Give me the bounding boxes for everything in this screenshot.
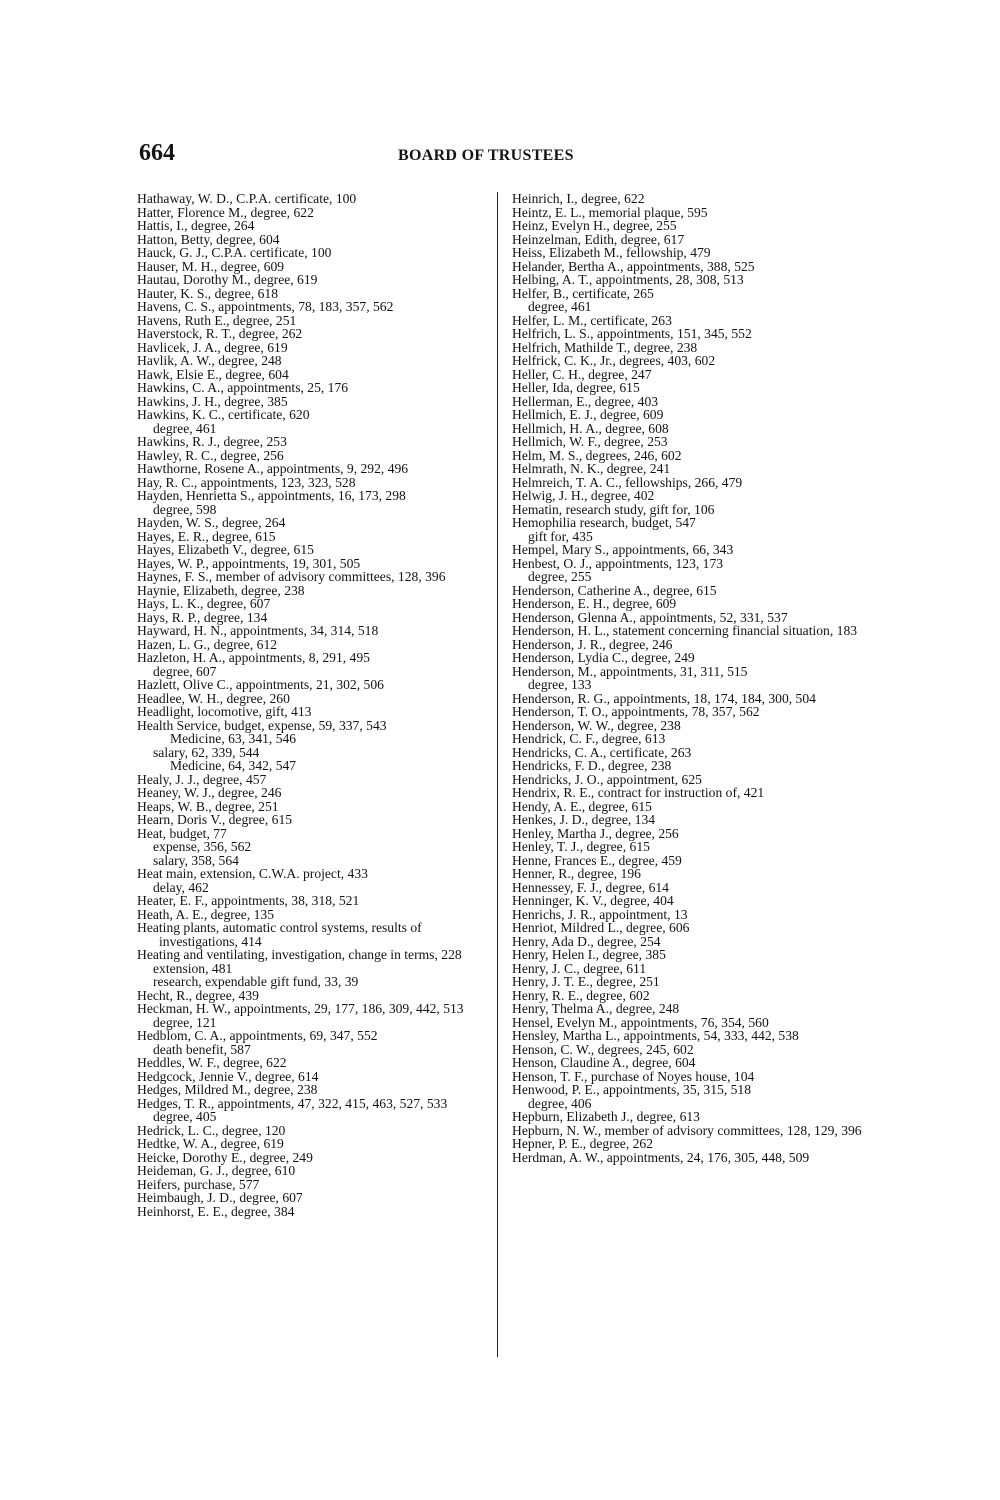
index-entry: Hauser, M. H., degree, 609 — [137, 258, 285, 274]
index-entry: gift for, 435 — [528, 528, 593, 544]
index-entry: Hensel, Evelyn M., appointments, 76, 354, 560 — [512, 1014, 769, 1030]
index-entry: Heller, C. H., degree, 247 — [512, 366, 652, 382]
index-entry: Henderson, Lydia C., degree, 249 — [512, 650, 695, 665]
index-entry: degree, 406 — [528, 1095, 592, 1111]
index-entry: expense, 356, 562 — [153, 839, 252, 854]
index-entry: degree, 607 — [153, 663, 217, 679]
index-entry: Hellmich, E. J., degree, 609 — [512, 407, 664, 422]
index-entry: Heaney, W. J., degree, 246 — [137, 785, 282, 800]
index-entry: Heat, budget, 77 — [137, 825, 227, 841]
index-entry: Hearn, Doris V., degree, 615 — [137, 812, 293, 827]
index-entry: Hedges, Mildred M., degree, 238 — [137, 1082, 318, 1097]
index-entry: degree, 405 — [153, 1109, 217, 1124]
index-entry: Hedtke, W. A., degree, 619 — [137, 1136, 284, 1151]
index-entry: Henderson, R. G., appointments, 18, 174, 184, 300, 504 — [512, 690, 816, 706]
index-entry: Helander, Bertha A., appointments, 388, 525 — [512, 258, 755, 274]
index-entry: Hay, R. C., appointments, 123, 323, 528 — [137, 474, 356, 490]
index-entry: degree, 598 — [153, 501, 217, 517]
index-column-right — [512, 192, 864, 1164]
index-entry: Helfrich, L. S., appointments, 151, 345, 552 — [512, 326, 752, 341]
index-entry: Henderson, Glenna A., appointments, 52, 331, 537 — [512, 609, 788, 625]
index-entry: Heicke, Dorothy E., degree, 249 — [137, 1149, 313, 1165]
index-entry: Henson, C. W., degrees, 245, 602 — [512, 1041, 694, 1057]
index-entry: salary, 358, 564 — [153, 852, 239, 868]
index-entry: Haverstock, R. T., degree, 262 — [137, 326, 303, 341]
index-entry: Heinhorst, E. E., degree, 384 — [137, 1203, 295, 1219]
index-entry: Heater, E. F., appointments, 38, 318, 521 — [137, 893, 360, 908]
index-entry: Henry, Thelma A., degree, 248 — [512, 1001, 680, 1016]
index-entry: Helfrick, C. K., Jr., degrees, 403, 602 — [512, 353, 716, 368]
index-entry: Heating and ventilating, investigation, change in terms, 228 — [137, 947, 462, 962]
index-entry: Haynes, F. S., member of advisory committees, 128, 396 — [137, 569, 446, 584]
index-entry: Henner, R., degree, 196 — [512, 866, 641, 881]
index-entry: Henderson, M., appointments, 31, 311, 515 — [512, 663, 748, 679]
index-entry: Hatton, Betty, degree, 604 — [137, 231, 280, 247]
index-entry: Henley, T. J., degree, 615 — [512, 839, 650, 854]
index-entry: degree, 461 — [528, 299, 592, 314]
index-entry: salary, 62, 339, 544 — [153, 744, 260, 760]
index-entry: Henry, J. T. E., degree, 251 — [512, 974, 660, 989]
index-entry: Hempel, Mary S., appointments, 66, 343 — [512, 542, 734, 557]
index-entry: death benefit, 587 — [153, 1041, 251, 1057]
index-entry: Heiss, Elizabeth M., fellowship, 479 — [512, 245, 711, 260]
index-entry: Hayes, W. P., appointments, 19, 301, 505 — [137, 555, 361, 571]
running-head: BOARD OF TRUSTEES — [398, 147, 574, 164]
index-entry: Havens, Ruth E., degree, 251 — [137, 312, 297, 328]
index-entry: Havlicek, J. A., degree, 619 — [137, 339, 288, 355]
index-entry: Heaps, W. B., degree, 251 — [137, 798, 279, 814]
index-entry: Heintz, E. L., memorial plaque, 595 — [512, 204, 708, 220]
index-entry: Hazleton, H. A., appointments, 8, 291, 495 — [137, 650, 370, 665]
index-entry: extension, 481 — [153, 960, 233, 976]
index-entry: Hedges, T. R., appointments, 47, 322, 415, 463, 527, 533 — [137, 1095, 448, 1111]
index-entry: Hecht, R., degree, 439 — [137, 987, 259, 1003]
index-entry: Heating plants, automatic control systems, results of investigations, 414 — [137, 920, 422, 949]
index-entry: Heinrich, I., degree, 622 — [512, 191, 645, 206]
index-entry: Healy, J. J., degree, 457 — [137, 771, 267, 787]
index-entry: Hayes, E. R., degree, 615 — [137, 528, 276, 544]
index-entry: Medicine, 63, 341, 546 — [170, 731, 297, 746]
index-entry: Hendrick, C. F., degree, 613 — [512, 731, 666, 746]
index-entry: Hawkins, R. J., degree, 253 — [137, 434, 287, 449]
index-entry: degree, 121 — [153, 1014, 217, 1030]
index-entry: Hennessey, F. J., degree, 614 — [512, 879, 669, 895]
index-entry: Henderson, W. W., degree, 238 — [512, 717, 681, 733]
index-entry: Hematin, research study, gift for, 106 — [512, 501, 715, 517]
index-entry: Hepburn, Elizabeth J., degree, 613 — [512, 1109, 700, 1124]
index-entry: Hathaway, W. D., C.P.A. certificate, 100 — [137, 191, 357, 206]
index-entry: Henry, Helen I., degree, 385 — [512, 947, 666, 962]
index-entry: Hepburn, N. W., member of advisory committees, 128, 129, 396 — [512, 1122, 862, 1138]
index-entry: Hedblom, C. A., appointments, 69, 347, 552 — [137, 1028, 378, 1043]
index-entry: Health Service, budget, expense, 59, 337, 543 — [137, 717, 387, 733]
index-entry: Hayes, Elizabeth V., degree, 615 — [137, 542, 314, 557]
index-entry: Heideman, G. J., degree, 610 — [137, 1163, 296, 1178]
index-entry: Hellerman, E., degree, 403 — [512, 393, 659, 409]
index-entry: Medicine, 64, 342, 547 — [170, 758, 297, 773]
index-entry: Hepner, P. E., degree, 262 — [512, 1136, 654, 1151]
index-entry: Henbest, O. J., appointments, 123, 173 — [512, 555, 724, 571]
index-entry: Hauter, K. S., degree, 618 — [137, 285, 279, 301]
index-entry: Heckman, H. W., appointments, 29, 177, 186, 309, 442, 513 — [137, 1001, 464, 1016]
index-entry: Hendy, A. E., degree, 615 — [512, 798, 652, 814]
index-entry: Helfer, B., certificate, 265 — [512, 285, 654, 301]
index-entry: Henderson, H. L., statement concerning financial situation, 183 — [512, 623, 858, 638]
index-entry: Hedgcock, Jennie V., degree, 614 — [137, 1068, 319, 1084]
index-entry: Helwig, J. H., degree, 402 — [512, 488, 655, 503]
index-entry: Hensley, Martha L., appointments, 54, 333, 442, 538 — [512, 1028, 799, 1043]
index-entry: Heinz, Evelyn H., degree, 255 — [512, 218, 677, 233]
index-entry: Havens, C. S., appointments, 78, 183, 357, 562 — [137, 299, 394, 314]
index-entry: Henley, Martha J., degree, 256 — [512, 825, 679, 841]
index-entry: Henry, Ada D., degree, 254 — [512, 933, 661, 949]
index-entry: Hendrix, R. E., contract for instruction of, 421 — [512, 785, 765, 800]
index-entry: Henne, Frances E., degree, 459 — [512, 852, 682, 868]
index-entry: Hawkins, J. H., degree, 385 — [137, 393, 288, 409]
index-entry: Helfrich, Mathilde T., degree, 238 — [512, 339, 698, 355]
index-entry: Hawk, Elsie E., degree, 604 — [137, 366, 289, 382]
index-entry: degree, 255 — [528, 569, 592, 584]
index-entry: Hays, L. K., degree, 607 — [137, 596, 271, 611]
index-entry: Heddles, W. F., degree, 622 — [137, 1055, 287, 1070]
index-entry: Heinzelman, Edith, degree, 617 — [512, 231, 685, 247]
index-entry: degree, 133 — [528, 677, 592, 692]
index-entry: Helmrath, N. K., degree, 241 — [512, 461, 671, 476]
index-entry: degree, 461 — [153, 420, 217, 436]
index-entry: Hayden, Henrietta S., appointments, 16, 173, 298 — [137, 488, 406, 503]
index-entry: Hedrick, L. C., degree, 120 — [137, 1122, 286, 1138]
index-entry: Hays, R. P., degree, 134 — [137, 609, 268, 625]
index-entry: Headlight, locomotive, gift, 413 — [137, 704, 312, 719]
index-entry: Helfer, L. M., certificate, 263 — [512, 312, 672, 328]
index-entry: Henwood, P. E., appointments, 35, 315, 518 — [512, 1082, 752, 1097]
index-entry: Hattis, I., degree, 264 — [137, 218, 255, 233]
index-entry: Hayden, W. S., degree, 264 — [137, 515, 286, 530]
index-entry: Hendricks, J. O., appointment, 625 — [512, 771, 702, 787]
index-entry: delay, 462 — [153, 879, 209, 895]
index-entry: Heimbaugh, J. D., degree, 607 — [137, 1190, 303, 1205]
index-entry: Heifers, purchase, 577 — [137, 1176, 260, 1192]
index-entry: Henderson, Catherine A., degree, 615 — [512, 582, 717, 598]
index-entry: Hawley, R. C., degree, 256 — [137, 447, 284, 463]
index-entry: Hayward, H. N., appointments, 34, 314, 518 — [137, 623, 379, 638]
index-entry: Hawkins, K. C., certificate, 620 — [137, 407, 310, 422]
index-entry: Henriot, Mildred L., degree, 606 — [512, 920, 690, 935]
index-entry: Helmreich, T. A. C., fellowships, 266, 479 — [512, 474, 743, 490]
index-entry: Havlik, A. W., degree, 248 — [137, 353, 282, 368]
index-entry: Henninger, K. V., degree, 404 — [512, 893, 674, 908]
index-entry: Hatter, Florence M., degree, 622 — [137, 204, 314, 220]
index-entry: Henrichs, J. R., appointment, 13 — [512, 906, 688, 922]
column-divider — [497, 192, 498, 1357]
page-number: 664 — [139, 140, 175, 166]
index-entry: Heath, A. E., degree, 135 — [137, 906, 275, 922]
index-entry: Helbing, A. T., appointments, 28, 308, 513 — [512, 272, 744, 287]
index-entry: Hawkins, C. A., appointments, 25, 176 — [137, 380, 349, 395]
index-entry: Heller, Ida, degree, 615 — [512, 380, 640, 395]
index-entry: Henry, J. C., degree, 611 — [512, 960, 647, 976]
index-entry: Henry, R. E., degree, 602 — [512, 987, 650, 1003]
index-entry: Hauck, G. J., C.P.A. certificate, 100 — [137, 245, 332, 260]
index-entry: Heat main, extension, C.W.A. project, 433 — [137, 866, 368, 881]
index-entry: Henderson, E. H., degree, 609 — [512, 596, 677, 611]
index-entry: research, expendable gift fund, 33, 39 — [153, 974, 359, 989]
index-entry: Helm, M. S., degrees, 246, 602 — [512, 447, 682, 463]
index-entry: Haynie, Elizabeth, degree, 238 — [137, 582, 305, 598]
index-entry: Hautau, Dorothy M., degree, 619 — [137, 272, 318, 287]
index-entry: Hemophilia research, budget, 547 — [512, 515, 696, 530]
index-entry: Herdman, A. W., appointments, 24, 176, 305, 448, 509 — [512, 1149, 810, 1165]
index-entry: Hendricks, F. D., degree, 238 — [512, 758, 672, 773]
index-entry: Hellmich, H. A., degree, 608 — [512, 420, 669, 436]
index-entry: Hazen, L. G., degree, 612 — [137, 636, 278, 652]
index-entry: Henson, Claudine A., degree, 604 — [512, 1055, 696, 1070]
index-entry: Henderson, T. O., appointments, 78, 357, 562 — [512, 704, 760, 719]
index-entry: Henson, T. F., purchase of Noyes house, 104 — [512, 1068, 755, 1084]
index-entry: Hendricks, C. A., certificate, 263 — [512, 744, 692, 760]
index-entry: Henkes, J. D., degree, 134 — [512, 812, 656, 827]
index-entry: Hellmich, W. F., degree, 253 — [512, 434, 668, 449]
index-entry: Henderson, J. R., degree, 246 — [512, 636, 673, 652]
index-column-left — [137, 192, 487, 1218]
index-entry: Headlee, W. H., degree, 260 — [137, 690, 290, 706]
index-entry: Hazlett, Olive C., appointments, 21, 302, 506 — [137, 677, 384, 692]
index-entry: Hawthorne, Rosene A., appointments, 9, 292, 496 — [137, 461, 409, 476]
